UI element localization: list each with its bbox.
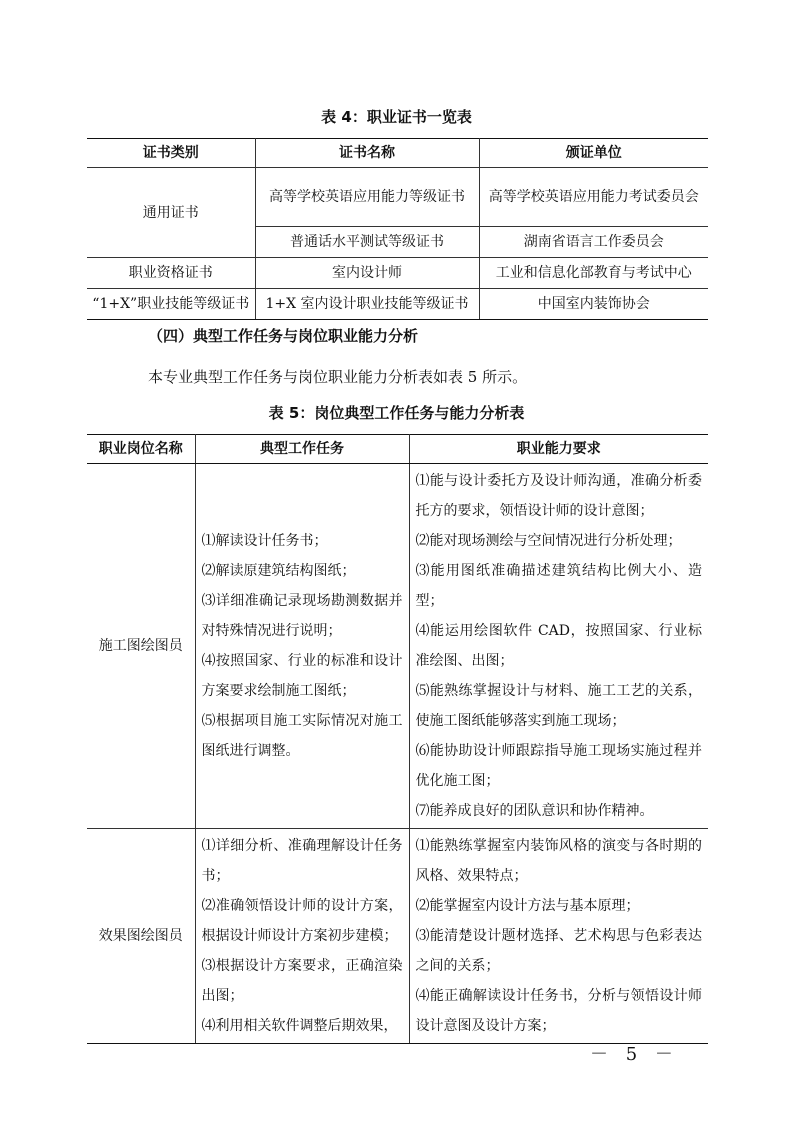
ability-item: ⑶能用图纸准确描述建筑结构比例大小、造型；	[415, 563, 702, 609]
table4-name-cell: 室内设计师	[255, 258, 479, 289]
table4-header-category: 证书类别	[87, 139, 255, 168]
table4-caption: 表 4：职业证书一览表	[321, 108, 472, 126]
ability-item: ⑶能清楚设计题材选择、艺术构思与色彩表达之间的关系；	[415, 928, 702, 974]
ability-item: ⑺能养成良好的团队意识和协作精神。	[415, 803, 654, 819]
task-item: ⑶根据设计方案要求，正确渲染出图；	[201, 958, 403, 1004]
task-list	[195, 829, 409, 1044]
table4-name-cell: 1+X 室内设计职业技能等级证书	[255, 289, 479, 320]
table4-issuer-cell: 高等学校英语应用能力考试委员会	[479, 168, 708, 227]
ability-item: ⑷能运用绘图软件 CAD，按照国家、行业标准绘图、出图；	[415, 623, 702, 669]
task-item: ⑶详细准确记录现场勘测数据并对特殊情况进行说明；	[201, 593, 403, 639]
job-task-analysis-table	[87, 434, 708, 1044]
table5-caption: 表 5：岗位典型工作任务与能力分析表	[268, 404, 525, 422]
ability-item: ⑵能掌握室内设计方法与基本原理；	[415, 898, 640, 914]
table4-issuer-cell: 中国室内装饰协会	[479, 289, 708, 320]
position-cell: 效果图绘图员	[87, 829, 195, 1044]
ability-item: ⑴能与设计委托方及设计师沟通，准确分析委托方的要求，领悟设计师的设计意图；	[415, 473, 702, 519]
table4-category-cell: “1+X”职业技能等级证书	[87, 289, 255, 320]
ability-list	[409, 829, 708, 1044]
ability-item: ⑹能协助设计师跟踪指导施工现场实施过程并优化施工图；	[415, 743, 702, 789]
table4-category-cell: 职业资格证书	[87, 258, 255, 289]
section-heading: （四）典型工作任务与岗位职业能力分析	[148, 327, 419, 345]
task-item: ⑴解读设计任务书；	[201, 533, 328, 549]
ability-list	[409, 464, 708, 829]
table5-header-abilities: 职业能力要求	[409, 435, 708, 464]
task-list	[195, 464, 409, 829]
table4-name-cell: 高等学校英语应用能力等级证书	[255, 168, 479, 227]
task-item: ⑵准确领悟设计师的设计方案，根据设计师设计方案初步建模；	[201, 898, 403, 944]
table4-issuer-cell: 湖南省语言工作委员会	[479, 227, 708, 258]
task-item: ⑷按照国家、行业的标准和设计方案要求绘制施工图纸；	[201, 653, 403, 699]
table4-header-name: 证书名称	[255, 139, 479, 168]
table4-category-cell: 通用证书	[87, 168, 255, 258]
ability-item: ⑴能熟练掌握室内装饰风格的演变与各时期的风格、效果特点；	[415, 838, 702, 884]
ability-item: ⑷能正确解读设计任务书，分析与领悟设计师设计意图及设计方案；	[415, 988, 702, 1034]
task-item: ⑸根据项目施工实际情况对施工图纸进行调整。	[201, 713, 403, 759]
table4-name-cell: 普通话水平测试等级证书	[255, 227, 479, 258]
task-item: ⑴详细分析、准确理解设计任务书；	[201, 838, 403, 884]
position-cell: 施工图绘图员	[87, 464, 195, 829]
table4-issuer-cell: 工业和信息化部教育与考试中心	[479, 258, 708, 289]
task-item: ⑷利用相关软件调整后期效果，	[201, 1018, 398, 1034]
ability-item: ⑸能熟练掌握设计与材料、施工工艺的关系，使施工图纸能够落实到施工现场；	[415, 683, 702, 729]
table5-header-position: 职业岗位名称	[87, 435, 195, 464]
ability-item: ⑵能对现场测绘与空间情况进行分析处理；	[415, 533, 682, 549]
task-item: ⑵解读原建筑结构图纸；	[201, 563, 356, 579]
page-number: － 5 －	[590, 1044, 679, 1065]
certificate-table	[87, 138, 708, 320]
table4-header-issuer: 颁证单位	[479, 139, 708, 168]
table5-header-tasks: 典型工作任务	[195, 435, 409, 464]
intro-paragraph: 本专业典型工作任务与岗位职业能力分析表如表 5 所示。	[148, 368, 528, 386]
